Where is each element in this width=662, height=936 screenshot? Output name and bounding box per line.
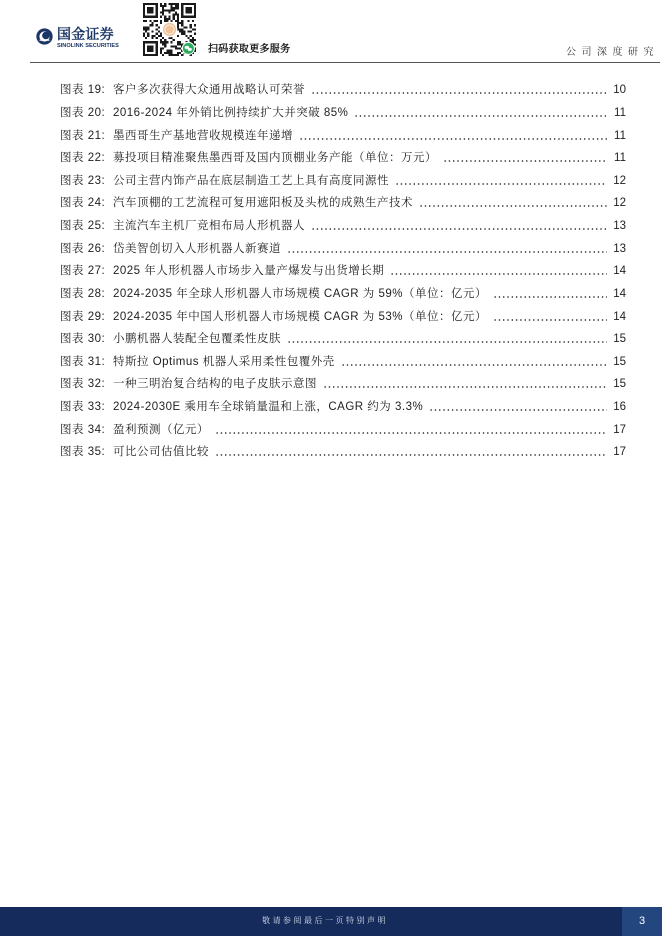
figure-label: 图表 26: [60, 242, 106, 255]
toc-entry[interactable] [60, 283, 626, 306]
figure-title: 主流汽车主机厂竞相布局人形机器人 [113, 220, 305, 233]
scan-prompt: 扫码获取更多服务 [208, 44, 291, 55]
figure-page-number: 17 [613, 446, 626, 459]
toc-entry[interactable] [60, 373, 626, 396]
logo-name-en: SINOLINK SECURITIES [57, 42, 119, 49]
wechat-icon [182, 42, 195, 55]
company-logo [35, 27, 135, 51]
figure-label: 图表 35: [60, 446, 106, 459]
dot-leader [354, 115, 607, 117]
page-footer [0, 907, 662, 936]
figure-page-number: 12 [613, 197, 626, 210]
figure-page-number: 11 [614, 129, 626, 142]
dot-leader [299, 138, 607, 140]
dot-leader [215, 454, 607, 456]
toc-entry[interactable] [60, 441, 626, 464]
toc-entry[interactable] [60, 102, 626, 125]
toc-entry[interactable] [60, 260, 626, 283]
figure-page-number: 12 [613, 174, 626, 187]
dot-leader [287, 251, 607, 253]
figure-page-number: 13 [613, 220, 626, 233]
figure-page-number: 11 [614, 106, 626, 119]
dot-leader [429, 409, 607, 411]
dot-leader [493, 296, 607, 298]
figure-page-number: 14 [613, 265, 626, 278]
toc-entry[interactable] [60, 305, 626, 328]
figure-page-number: 15 [613, 355, 626, 368]
footer-disclaimer: 敬请参阅最后一页特别声明 [262, 916, 388, 925]
toc-entry[interactable] [60, 170, 626, 193]
figure-label: 图表 29: [60, 310, 106, 323]
figure-title: 可比公司估值比较 [113, 446, 209, 459]
figure-label: 图表 23: [60, 174, 106, 187]
figure-title: 特斯拉 Optimus 机器人采用柔性包覆外壳 [113, 355, 335, 368]
figure-title: 小鹏机器人装配全包覆柔性皮肤 [113, 333, 281, 346]
qr-center-logo-icon [162, 22, 178, 38]
page-number-badge: 3 [622, 907, 662, 936]
figure-page-number: 14 [613, 287, 626, 300]
toc-entry[interactable] [60, 215, 626, 238]
figure-page-number: 17 [613, 423, 626, 436]
figure-title: 2016-2024 年外销比例持续扩大并突破 85% [113, 106, 349, 119]
figure-title: 公司主营内饰产品在底层制造工艺上具有高度同源性 [113, 174, 389, 187]
toc-entry[interactable] [60, 79, 626, 102]
toc-entry[interactable] [60, 351, 626, 374]
figure-title: 岱美智创切入人形机器人新赛道 [113, 242, 281, 255]
figure-title: 2024-2035 年全球人形机器人市场规模 CAGR 为 59%（单位：亿元） [113, 287, 488, 300]
toc-entry[interactable] [60, 237, 626, 260]
qr-code-icon [143, 3, 196, 56]
figure-label: 图表 24: [60, 197, 106, 210]
toc-entry[interactable] [60, 124, 626, 147]
sinolink-logo-icon [36, 28, 53, 45]
figure-title: 2025 年人形机器人市场步入量产爆发与出货增长期 [113, 265, 385, 278]
dot-leader [395, 183, 607, 185]
figure-label: 图表 33: [60, 401, 106, 414]
figure-page-number: 15 [613, 333, 626, 346]
figure-label: 图表 28: [60, 287, 106, 300]
toc-entry[interactable] [60, 418, 626, 441]
figure-label: 图表 30: [60, 333, 106, 346]
dot-leader [341, 364, 607, 366]
dot-leader [287, 341, 607, 343]
dot-leader [323, 386, 607, 388]
figure-label: 图表 32: [60, 378, 106, 391]
figure-page-number: 14 [613, 310, 626, 323]
figure-page-number: 15 [613, 378, 626, 391]
toc-entry[interactable] [60, 147, 626, 170]
dot-leader [215, 432, 607, 434]
figure-page-number: 11 [614, 152, 626, 165]
figure-label: 图表 31: [60, 355, 106, 368]
dot-leader [493, 319, 607, 321]
header-divider [30, 62, 660, 63]
dot-leader [443, 160, 607, 162]
figure-page-number: 13 [613, 242, 626, 255]
dot-leader [390, 273, 607, 275]
figure-label: 图表 34: [60, 423, 106, 436]
figure-title: 募投项目精准聚焦墨西哥及国内顶棚业务产能（单位：万元） [113, 152, 437, 165]
figure-title: 汽车顶棚的工艺流程可复用遮阳板及头枕的成熟生产技术 [113, 197, 413, 210]
figure-label: 图表 27: [60, 265, 106, 278]
figure-title: 客户多次获得大众通用战略认可荣誉 [113, 84, 305, 97]
figure-title: 2024-2035 年中国人形机器人市场规模 CAGR 为 53%（单位：亿元） [113, 310, 488, 323]
figure-label: 图表 20: [60, 106, 106, 119]
toc-entry[interactable] [60, 328, 626, 351]
figure-label: 图表 19: [60, 84, 106, 97]
dot-leader [311, 228, 607, 230]
figure-title: 墨西哥生产基地营收规模连年递增 [113, 129, 293, 142]
figure-page-number: 10 [613, 84, 626, 97]
toc-entry[interactable] [60, 396, 626, 419]
figure-label: 图表 21: [60, 129, 106, 142]
dot-leader [311, 92, 607, 94]
figure-label: 图表 25: [60, 220, 106, 233]
figure-page-number: 16 [613, 401, 626, 414]
figure-title: 2024-2030E 乘用车全球销量温和上涨，CAGR 约为 3.3% [113, 401, 424, 414]
dot-leader [419, 205, 607, 207]
figure-title: 一种三明治复合结构的电子皮肤示意图 [113, 378, 317, 391]
report-type: 公司深度研究 [566, 47, 659, 58]
toc-entry[interactable] [60, 192, 626, 215]
figure-list [60, 79, 626, 464]
figure-label: 图表 22: [60, 152, 106, 165]
logo-name-cn: 国金证券 [57, 27, 114, 43]
figure-title: 盈利预测（亿元） [113, 423, 209, 436]
